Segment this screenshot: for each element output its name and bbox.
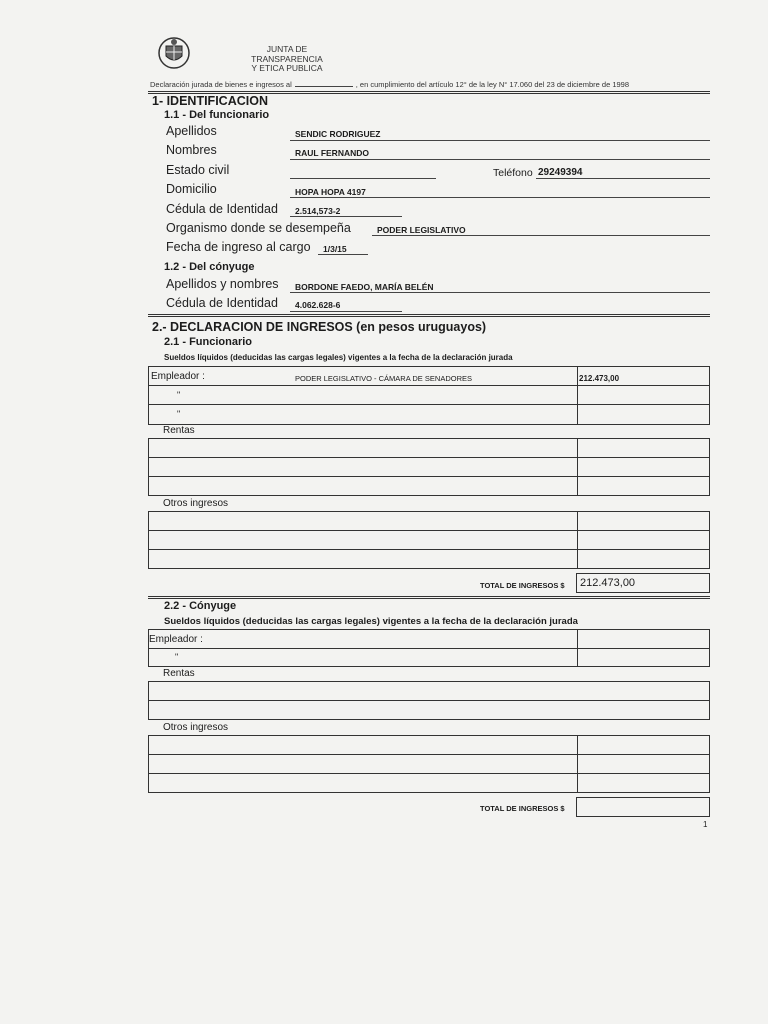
apellidos-line xyxy=(290,140,710,141)
fecha-ingreso-value: 1/3/15 xyxy=(323,244,347,254)
telefono-value: 29249394 xyxy=(538,167,583,178)
conyuge-cedula-label: Cédula de Identidad xyxy=(166,296,278,310)
ditto-mark: " xyxy=(177,390,181,400)
apellidos-label: Apellidos xyxy=(166,124,217,138)
conyuge-otros-ingresos-table xyxy=(148,735,710,793)
nombres-value: RAUL FERNANDO xyxy=(295,148,369,158)
conyuge-cedula-line xyxy=(290,311,402,312)
fecha-ingreso-label: Fecha de ingreso al cargo xyxy=(166,240,311,254)
divider xyxy=(148,596,710,599)
domicilio-line xyxy=(290,197,710,198)
conyuge-nombre-line xyxy=(290,292,710,293)
organismo-label: Organismo donde se desempeña xyxy=(166,221,351,235)
conyuge-nombre-label: Apellidos y nombres xyxy=(166,277,279,291)
divider xyxy=(148,314,710,317)
cedula-value: 2.514,573-2 xyxy=(295,206,341,216)
ditto-mark: " xyxy=(177,409,181,419)
nombres-line xyxy=(290,159,710,160)
otros-ingresos-label: Otros ingresos xyxy=(163,498,229,509)
conyuge-cedula-value: 4.062.628-6 xyxy=(295,300,341,310)
rentas-label: Rentas xyxy=(163,425,195,436)
conyuge-total-ingresos-box xyxy=(576,797,710,817)
cedula-line xyxy=(290,216,402,217)
domicilio-label: Domicilio xyxy=(166,182,217,196)
subsection-title: 2.1 - Funcionario xyxy=(164,336,253,348)
section-title: 2.- DECLARACION DE INGRESOS (en pesos uruguayos) xyxy=(152,320,487,334)
empleador-label: Empleador : xyxy=(151,371,205,382)
cedula-label: Cédula de Identidad xyxy=(166,202,278,216)
date-blank xyxy=(295,79,353,87)
apellidos-value: SENDIC RODRIGUEZ xyxy=(295,129,381,139)
conyuge-sueldos-note: Sueldos líquidos (deducidas las cargas legales) vigentes a la fecha de la declaración jurada xyxy=(164,616,578,627)
subsection-title: 1.2 - Del cónyuge xyxy=(164,261,255,273)
subsection-title: 1.1 - Del funcionario xyxy=(164,109,270,121)
ditto-mark: " xyxy=(175,652,179,662)
total-ingresos-label: TOTAL DE INGRESOS $ xyxy=(480,581,565,590)
government-seal-icon xyxy=(157,36,191,70)
telefono-line xyxy=(536,178,710,179)
organization-name: JUNTA DE TRANSPARENCIA Y ETICA PUBLICA xyxy=(251,44,323,73)
conyuge-otros-ingresos-label: Otros ingresos xyxy=(163,722,229,733)
conyuge-rentas-label: Rentas xyxy=(163,668,195,679)
conyuge-empleador-table xyxy=(148,629,710,667)
conyuge-rentas-table xyxy=(148,681,710,720)
conyuge-nombre-value: BORDONE FAEDO, MARÍA BELÉN xyxy=(295,282,434,292)
rentas-table xyxy=(148,438,710,496)
organismo-value: PODER LEGISLATIVO xyxy=(377,225,466,235)
total-ingresos-box xyxy=(576,573,710,593)
section-title: 1- IDENTIFICACION xyxy=(152,94,268,108)
estado-civil-line xyxy=(290,178,436,179)
nombres-label: Nombres xyxy=(166,143,217,157)
conyuge-empleador-label: Empleador : xyxy=(149,634,203,645)
empleador-value: PODER LEGISLATIVO - CÁMARA DE SENADORES xyxy=(295,374,472,383)
conyuge-total-ingresos-label: TOTAL DE INGRESOS $ xyxy=(480,804,565,813)
sueldos-note: Sueldos líquidos (deducidas las cargas legales) vigentes a la fecha de la declaración jurada xyxy=(164,353,513,362)
empleador-table xyxy=(148,366,710,425)
subsection-title: 2.2 - Cónyuge xyxy=(164,600,237,612)
declaration-statement: Declaración jurada de bienes e ingresos al , en cumplimiento del artículo 12° de la ley N° 17.060 del 23 de diciembre de 1998 xyxy=(150,80,630,89)
page-number: 1 xyxy=(703,820,708,829)
total-ingresos-value: 212.473,00 xyxy=(580,577,636,589)
domicilio-value: HOPA HOPA 4197 xyxy=(295,187,366,197)
estado-civil-label: Estado civil xyxy=(166,163,230,177)
telefono-label: Teléfono xyxy=(493,167,533,179)
organismo-line xyxy=(372,235,710,236)
empleador-amount: 212.473,00 xyxy=(579,374,620,383)
fecha-ingreso-line xyxy=(318,254,368,255)
otros-ingresos-table xyxy=(148,511,710,569)
